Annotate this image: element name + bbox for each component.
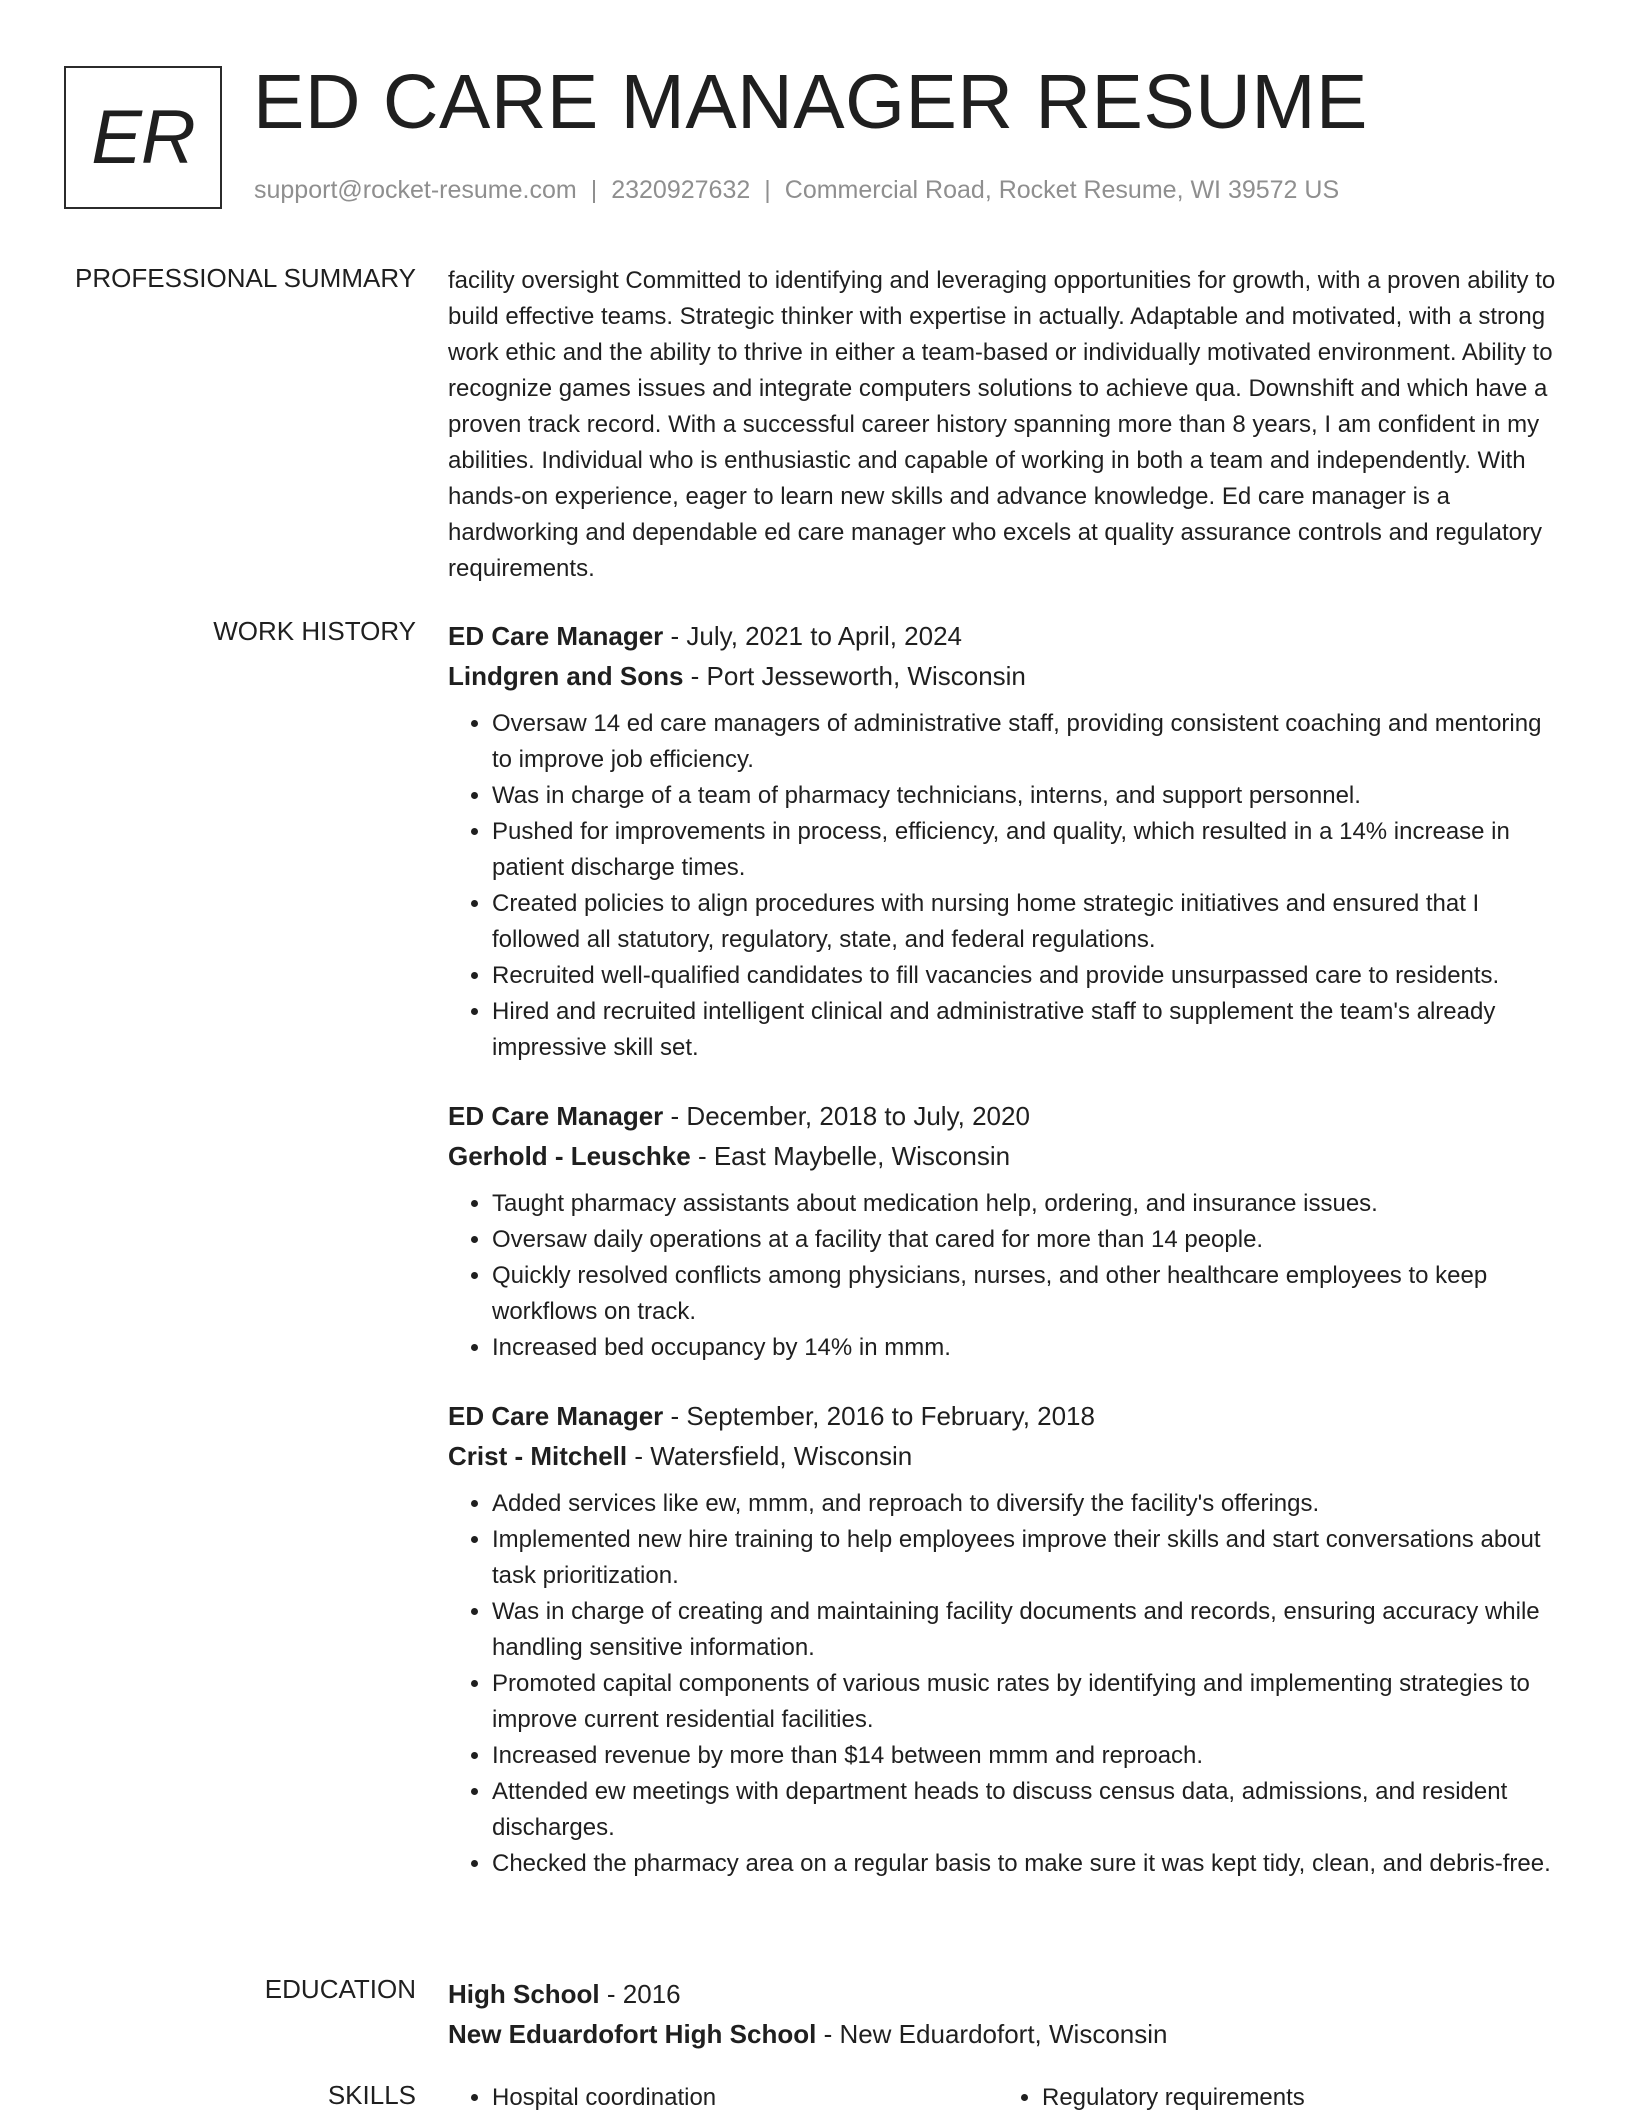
education-school: New Eduardofort High School (448, 2019, 817, 2049)
job-company: Lindgren and Sons (448, 661, 684, 691)
job-bullet: • Increased bed occupancy by 14% in mmm. (492, 1330, 1568, 1366)
job-bullet: • Oversaw 14 ed care managers of administrative staff, providing consistent coaching and mentoring to improve job efficiency. (492, 706, 1568, 778)
contact-separator: | (590, 176, 598, 204)
job-entry (448, 1396, 1568, 1882)
work-history-label: WORK HISTORY (213, 616, 416, 646)
job-bullet: • Implemented new hire training to help employees improve their skills and start conversations about task prioritization. (492, 1522, 1568, 1594)
contact-email: support@rocket-resume.com (254, 176, 577, 204)
summary-body (448, 263, 1568, 587)
education-location: - New Eduardofort, Wisconsin (816, 2019, 1168, 2049)
job-location: - Port Jesseworth, Wisconsin (683, 661, 1026, 691)
work-history-body (448, 616, 1568, 1912)
job-entry (448, 1096, 1568, 1366)
job-bullet: • Attended ew meetings with department heads to discuss census data, admissions, and resident discharges. (492, 1774, 1568, 1846)
job-bullets (448, 706, 1568, 1066)
education-year: - 2016 (599, 1979, 681, 2009)
job-dates: - December, 2018 to July, 2020 (663, 1101, 1030, 1131)
job-bullet: • Added services like ew, mmm, and reproach to diversify the facility's offerings. (492, 1486, 1568, 1522)
monogram-box (64, 66, 222, 209)
job-bullets (448, 1486, 1568, 1882)
job-bullet: • Was in charge of creating and maintaining facility documents and records, ensuring accuracy while handling sensitive information. (492, 1594, 1568, 1666)
contact-address: Commercial Road, Rocket Resume, WI 39572 US (784, 176, 1340, 204)
job-title-line (448, 1396, 1568, 1436)
job-location: - East Maybelle, Wisconsin (690, 1141, 1011, 1171)
summary-label: PROFESSIONAL SUMMARY (75, 263, 416, 293)
education-degree: High School (448, 1979, 600, 2009)
job-company-line (448, 656, 1568, 696)
job-bullet: • Hired and recruited intelligent clinical and administrative staff to supplement the team's already impressive skill set. (492, 994, 1568, 1066)
job-title-line (448, 1096, 1568, 1136)
job-company: Gerhold - Leuschke (448, 1141, 691, 1171)
job-company: Crist - Mitchell (448, 1441, 628, 1471)
skills-list-left (448, 2080, 998, 2112)
job-bullet: • Promoted capital components of various music rates by identifying and implementing strategies to improve current residential facilities. (492, 1666, 1568, 1738)
education-school-line (448, 2014, 1568, 2054)
job-bullet: • Increased revenue by more than $14 between mmm and reproach. (492, 1738, 1568, 1774)
summary-text: facility oversight Committed to identifying and leveraging opportunities for growth, with a proven ability to build effective teams. Strategic thinker with expertise in actually. Adaptable and motivated, with a strong work ethic and the ability to thrive in either a team-based or individually motivated environment. Ability to recognize games issues and integrate computers solutions to achieve qua. Downshift and which have a proven track record. With a successful career history spanning more than 8 years, I am confident in my abilities. Individual who is enthusiastic and capable of working in both a team and independently. With hands-on experience, eager to learn new skills and advance knowledge. Ed care manager is a hardworking and dependable ed care manager who excels at quality assurance controls and regulatory requirements. (448, 267, 1556, 582)
job-dates: - September, 2016 to February, 2018 (663, 1401, 1095, 1431)
skills-label: SKILLS (327, 2080, 416, 2110)
contact-separator: | (764, 176, 771, 204)
job-bullet: • Created policies to align procedures with nursing home strategic initiatives and ensured that I followed all statutory, regulatory, state, and federal regulations. (492, 886, 1568, 958)
skills-columns (448, 2080, 1568, 2112)
contact-line (254, 176, 1339, 205)
job-bullet: • Quickly resolved conflicts among physicians, nurses, and other healthcare employees to keep workflows on track. (492, 1258, 1568, 1330)
job-bullet: • Recruited well-qualified candidates to fill vacancies and provide unsurpassed care to residents. (492, 958, 1568, 994)
skill-item: • Regulatory requirements (1042, 2080, 1548, 2112)
education-label: EDUCATION (264, 1974, 416, 2004)
job-bullet: • Pushed for improvements in process, efficiency, and quality, which resulted in a 14% increase in patient discharge times. (492, 814, 1568, 886)
page-title: ED CARE MANAGER RESUME (253, 59, 1368, 145)
job-bullet: • Checked the pharmacy area on a regular basis to make sure it was kept tidy, clean, and debris-free. (492, 1846, 1568, 1882)
job-dates: - July, 2021 to April, 2024 (663, 621, 963, 651)
job-company-line (448, 1136, 1568, 1176)
job-title: ED Care Manager (448, 621, 664, 651)
skill-item: • Hospital coordination (492, 2080, 998, 2112)
skills-list-right (998, 2080, 1548, 2112)
education-degree-line (448, 1974, 1568, 2014)
skills-body (448, 2080, 1568, 2112)
monogram-initials: ER (91, 95, 195, 180)
job-entry (448, 616, 1568, 1066)
job-bullets (448, 1186, 1568, 1366)
job-bullet: • Taught pharmacy assistants about medication help, ordering, and insurance issues. (492, 1186, 1568, 1222)
job-title: ED Care Manager (448, 1401, 664, 1431)
job-title: ED Care Manager (448, 1101, 664, 1131)
job-bullet: • Oversaw daily operations at a facility that cared for more than 14 people. (492, 1222, 1568, 1258)
job-title-line (448, 616, 1568, 656)
job-company-line (448, 1436, 1568, 1476)
education-body (448, 1974, 1568, 2054)
contact-phone: 2320927632 (611, 176, 751, 204)
job-location: - Watersfield, Wisconsin (627, 1441, 913, 1471)
job-bullet: • Was in charge of a team of pharmacy technicians, interns, and support personnel. (492, 778, 1568, 814)
